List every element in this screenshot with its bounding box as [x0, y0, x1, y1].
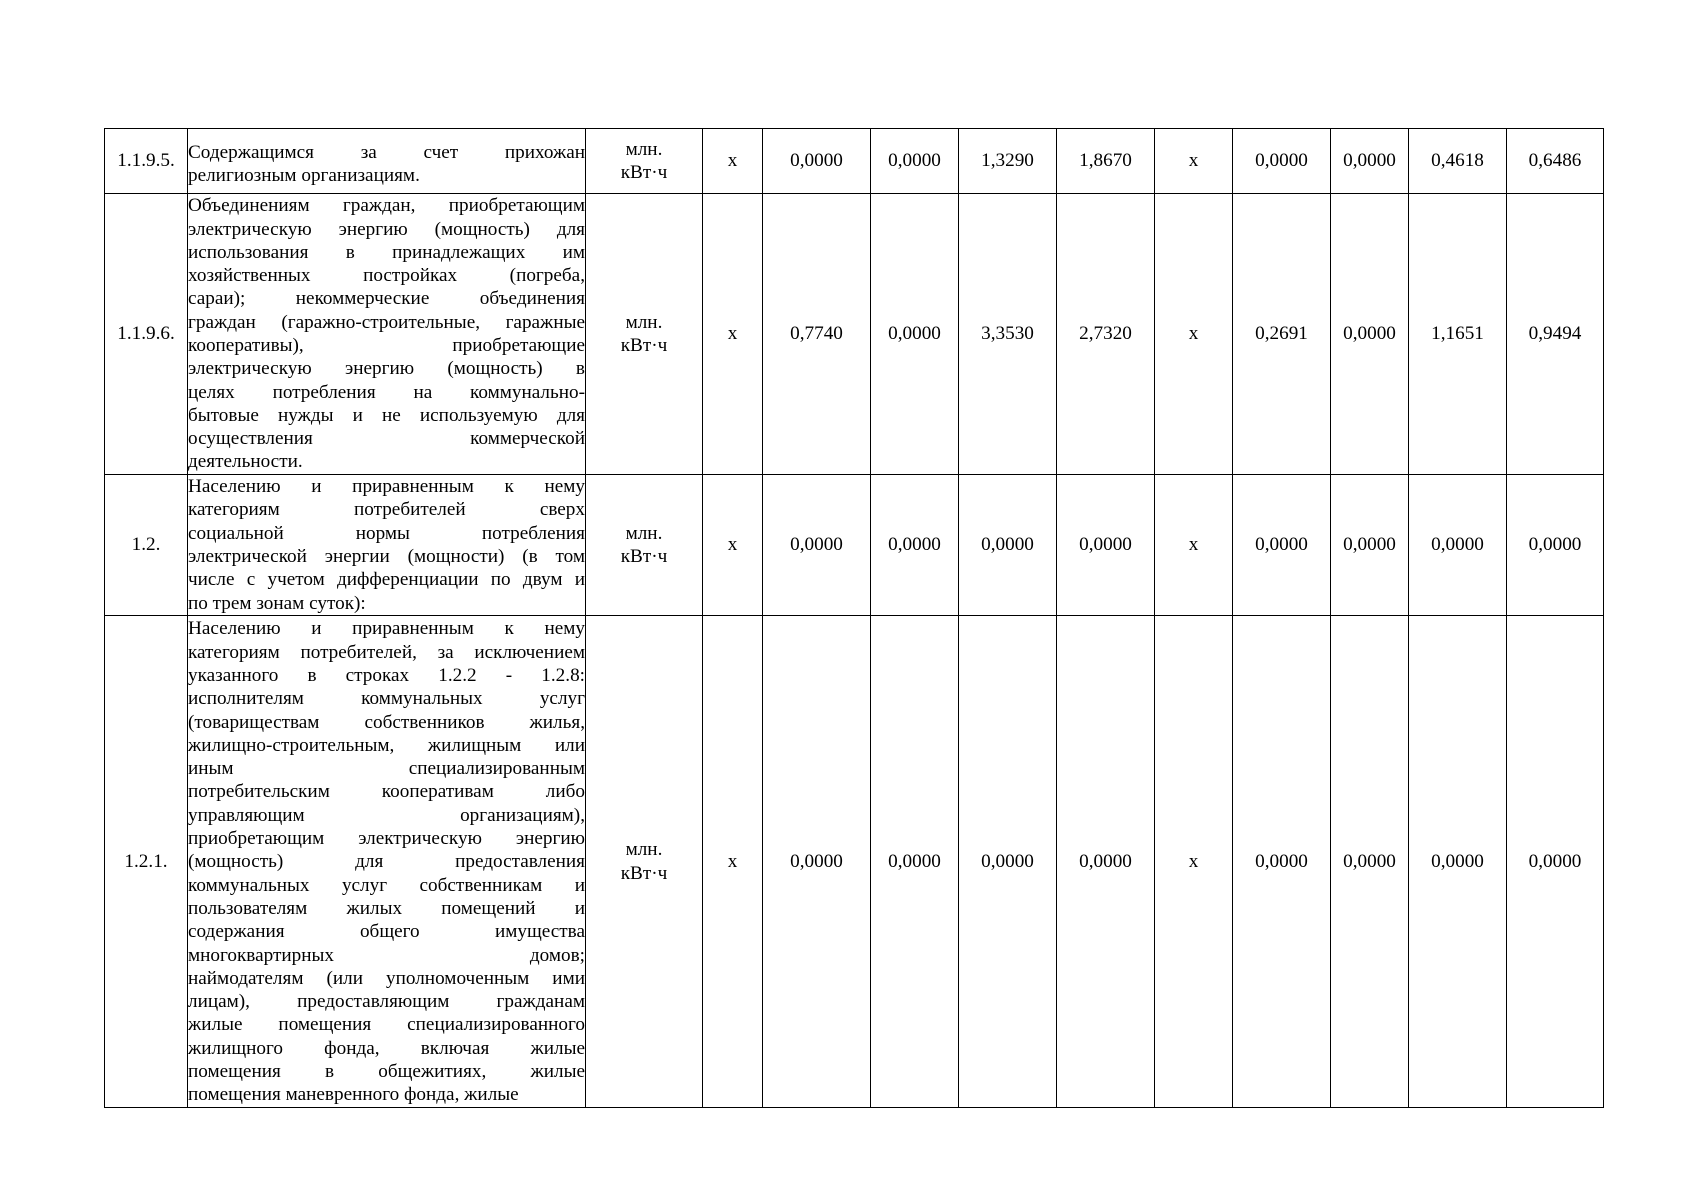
description-line: жилые помещения специализированного	[188, 1014, 585, 1036]
row-description	[188, 194, 586, 475]
value-cell: 0,7740	[763, 194, 871, 475]
row-number: 1.1.9.5.	[105, 129, 188, 194]
unit-line: млн.	[625, 311, 663, 333]
value-cell: 0,0000	[1331, 194, 1409, 475]
unit-line: кВт·ч	[620, 162, 668, 183]
description-line: религиозным организациям.	[188, 165, 420, 186]
description-line: социальной нормы потребления	[188, 522, 585, 544]
description-line: помещения маневренного фонда, жилые	[188, 1084, 519, 1106]
value-cell: 0,0000	[1233, 475, 1331, 616]
row-number: 1.2.1.	[105, 616, 188, 1108]
description-line: Объединениям граждан, приобретающим	[188, 195, 585, 217]
value-cell: x	[1155, 475, 1233, 616]
value-cell: 0,0000	[959, 616, 1057, 1108]
description-line: использования в принадлежащих им	[188, 241, 585, 263]
value-cell: 0,0000	[871, 616, 959, 1108]
description-line: граждан (гаражно-строительные, гаражные	[188, 311, 585, 333]
table-row	[105, 129, 1604, 194]
description-line: (мощность) для предоставления	[188, 851, 585, 873]
unit-line: млн.	[625, 138, 663, 160]
description-line: коммунальных услуг собственникам и	[188, 874, 585, 896]
value-cell: 0,0000	[871, 194, 959, 475]
value-cell: 0,0000	[959, 475, 1057, 616]
value-cell: x	[1155, 194, 1233, 475]
value-cell: 0,0000	[1057, 616, 1155, 1108]
description-line: кооперативы), приобретающие	[188, 335, 585, 356]
description-line: исполнителям коммунальных услуг	[188, 688, 585, 710]
unit-cell	[586, 129, 703, 194]
description-line: помещения в общежитиях, жилые	[188, 1061, 585, 1083]
value-cell: 1,8670	[1057, 129, 1155, 194]
value-cell: 0,0000	[1331, 129, 1409, 194]
value-cell: x	[1155, 616, 1233, 1108]
value-cell: 0,0000	[1409, 475, 1507, 616]
row-description	[188, 475, 586, 616]
description-line: иным специализированным	[188, 758, 585, 780]
description-line: по трем зонам суток):	[188, 592, 366, 614]
table-row	[105, 616, 1604, 1108]
value-cell: 0,0000	[763, 475, 871, 616]
value-cell: 2,7320	[1057, 194, 1155, 475]
description-line: содержания общего имущества	[188, 921, 585, 943]
value-cell: 0,0000	[1331, 475, 1409, 616]
description-line: жилищно-строительным, жилищным или	[188, 734, 585, 756]
value-cell: x	[703, 129, 763, 194]
table-body	[105, 129, 1604, 1108]
table-row	[105, 194, 1604, 475]
value-cell: x	[1155, 129, 1233, 194]
value-cell: x	[703, 616, 763, 1108]
description-line: электрическую энергию (мощность) в	[188, 358, 585, 380]
description-line: лицам), предоставляющим гражданам	[188, 991, 585, 1013]
tariff-balance-table	[104, 128, 1604, 1108]
description-line: потребительским кооперативам либо	[188, 781, 585, 803]
value-cell: 0,0000	[1233, 616, 1331, 1108]
description-line: сараи); некоммерческие объединения	[188, 288, 585, 310]
row-number: 1.1.9.6.	[105, 194, 188, 475]
row-description	[188, 129, 586, 194]
unit-line: млн.	[625, 522, 663, 544]
description-line: наймодателям (или уполномоченным ими	[188, 967, 585, 989]
description-line: Населению и приравненным к нему	[188, 476, 585, 498]
description-line: приобретающим электрическую энергию	[188, 828, 585, 850]
value-cell: 0,0000	[1507, 616, 1604, 1108]
description-line: (товариществам собственников жилья,	[188, 711, 585, 733]
unit-cell	[586, 475, 703, 616]
description-line: целях потребления на коммунально-	[188, 381, 585, 403]
value-cell: 0,0000	[871, 129, 959, 194]
value-cell: 0,0000	[1331, 616, 1409, 1108]
value-cell: 0,0000	[763, 129, 871, 194]
description-line: категориям потребителей, за исключением	[188, 641, 585, 663]
description-line: пользователям жилых помещений и	[188, 897, 585, 919]
description-line: многоквартирных домов;	[188, 944, 585, 966]
unit-line: кВт·ч	[620, 335, 668, 356]
description-line: деятельности.	[188, 451, 303, 473]
value-cell: 0,4618	[1409, 129, 1507, 194]
value-cell: 0,0000	[1409, 616, 1507, 1108]
description-line: электрической энергии (мощности) (в том	[188, 546, 585, 567]
unit-line: кВт·ч	[620, 546, 668, 567]
row-description	[188, 616, 586, 1108]
value-cell: 0,6486	[1507, 129, 1604, 194]
description-line: Населению и приравненным к нему	[188, 618, 585, 640]
value-cell: 0,0000	[871, 475, 959, 616]
value-cell: 0,0000	[1057, 475, 1155, 616]
value-cell: 1,1651	[1409, 194, 1507, 475]
value-cell: 0,0000	[1507, 475, 1604, 616]
value-cell: x	[703, 475, 763, 616]
value-cell: x	[703, 194, 763, 475]
description-line: категориям потребителей сверх	[188, 499, 585, 521]
description-line: Содержащимся за счет прихожан	[188, 141, 585, 163]
description-line: бытовые нужды и не используемую для	[188, 404, 585, 426]
description-line: жилищного фонда, включая жилые	[188, 1037, 585, 1059]
description-line: указанного в строках 1.2.2 - 1.2.8:	[188, 664, 585, 686]
value-cell: 1,3290	[959, 129, 1057, 194]
table-row	[105, 475, 1604, 616]
value-cell: 0,0000	[763, 616, 871, 1108]
value-cell: 0,0000	[1233, 129, 1331, 194]
unit-line: млн.	[625, 839, 663, 861]
row-number: 1.2.	[105, 475, 188, 616]
value-cell: 0,9494	[1507, 194, 1604, 475]
description-line: электрическую энергию (мощность) для	[188, 218, 585, 240]
description-line: числе с учетом дифференциации по двум и	[188, 569, 585, 591]
description-line: хозяйственных постройках (погреба,	[188, 265, 585, 287]
description-line: осуществления коммерческой	[188, 428, 585, 450]
unit-line: кВт·ч	[620, 862, 668, 884]
unit-cell	[586, 194, 703, 475]
value-cell: 0,2691	[1233, 194, 1331, 475]
value-cell: 3,3530	[959, 194, 1057, 475]
unit-cell	[586, 616, 703, 1108]
description-line: управляющим организациям),	[188, 804, 585, 826]
